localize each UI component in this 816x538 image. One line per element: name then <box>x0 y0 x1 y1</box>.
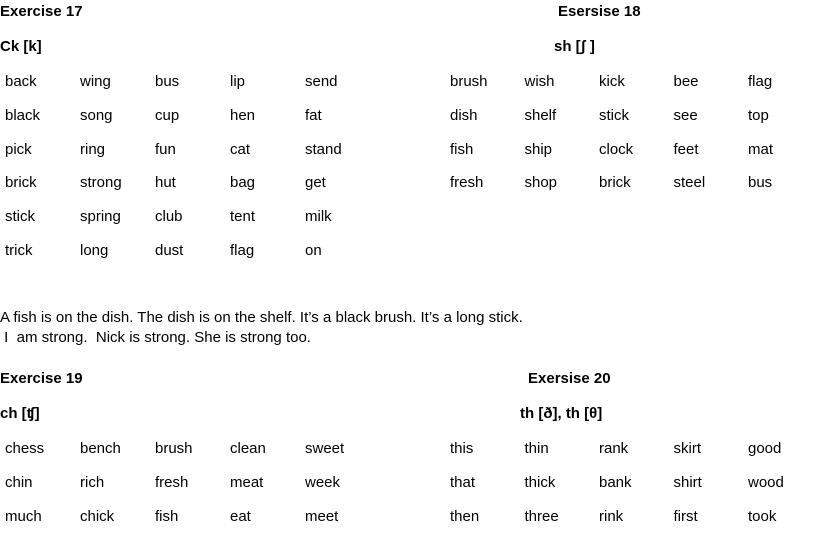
exercise-20-sound: th [ð], th [θ] <box>520 405 603 422</box>
practice-sentence-1: A fish is on the dish. The dish is on the shelf. It’s a black brush. It’s a long stick. <box>0 309 523 326</box>
ex17-word: bus <box>155 73 180 90</box>
ex20-word: three <box>524 507 559 525</box>
ex20-word: took <box>748 507 777 525</box>
ex18-word: brush <box>450 73 488 90</box>
ex19-word: week <box>305 473 341 491</box>
ex17-word: cup <box>155 106 180 124</box>
ex18-word: steel <box>673 174 706 192</box>
ex20-word: first <box>673 507 698 525</box>
ex20-word: good <box>748 440 782 457</box>
exercise-17-title: Exercise 17 <box>0 3 83 20</box>
ex17-word: fun <box>155 140 176 158</box>
ex19-word: chin <box>5 473 33 491</box>
ex20-word: thick <box>524 473 556 491</box>
ex17-word: bag <box>230 174 256 192</box>
ex18-word: feet <box>673 140 699 158</box>
exercise-20-title: Exersise 20 <box>528 370 611 387</box>
ex19-word: meat <box>230 473 264 491</box>
ex19-word: chess <box>5 440 45 457</box>
ex17-word: get <box>305 174 326 192</box>
ex17-word: stand <box>305 140 342 158</box>
ex17-word: hut <box>155 174 176 192</box>
ex18-word: top <box>748 106 769 124</box>
ex18-word: clock <box>599 140 634 158</box>
ex20-word: shirt <box>673 473 702 491</box>
ex18-word: wish <box>524 73 555 90</box>
ex17-word: stick <box>5 208 35 226</box>
ex20-word: skirt <box>673 440 701 457</box>
ex19-word: meet <box>305 507 339 525</box>
ex20-word: rink <box>599 507 624 525</box>
ex17-word: milk <box>305 208 332 226</box>
ex17-word: black <box>5 106 41 124</box>
ex17-word: spring <box>80 208 121 226</box>
ex17-word: wing <box>80 73 111 90</box>
ex18-word: stick <box>599 106 629 124</box>
exercise-19-sound: ch [ʧ] <box>0 405 40 422</box>
ex17-word: back <box>5 73 37 90</box>
ex18-word: shop <box>524 174 558 192</box>
ex18-word: brick <box>599 174 631 192</box>
ex17-word: brick <box>5 174 37 192</box>
exercise-19-title: Exercise 19 <box>0 370 83 387</box>
ex20-word: thin <box>524 440 549 457</box>
ex19-word: bench <box>80 440 121 457</box>
ex18-word: dish <box>450 106 478 124</box>
ex17-word: trick <box>5 242 33 259</box>
ex18-word: mat <box>748 140 774 158</box>
ex17-word: cat <box>230 140 251 158</box>
ex17-word: tent <box>230 208 256 226</box>
ex19-word: sweet <box>305 440 345 457</box>
ex18-word: bee <box>673 73 699 90</box>
ex18-word: fresh <box>450 174 484 192</box>
ex17-word: ring <box>80 140 106 158</box>
ex19-word: fish <box>155 507 179 525</box>
practice-sentence-2: I am strong. Nick is strong. She is strong too. <box>0 329 311 346</box>
exercise-18-title: Esersise 18 <box>558 3 641 20</box>
ex17-word: long <box>80 242 109 259</box>
ex17-word: club <box>155 208 183 226</box>
exercise-18-sound: sh [ʃ ] <box>554 38 595 55</box>
ex18-word: kick <box>599 73 625 90</box>
ex18-word: see <box>673 106 698 124</box>
ex17-word: on <box>305 242 322 259</box>
ex17-word: hen <box>230 106 256 124</box>
ex19-word: eat <box>230 507 251 525</box>
ex17-word: song <box>80 106 113 124</box>
ex18-word: fish <box>450 140 474 158</box>
ex20-word: that <box>450 473 476 491</box>
ex17-word: pick <box>5 140 32 158</box>
ex20-word: then <box>450 507 480 525</box>
ex20-word: this <box>450 440 474 457</box>
exercise-17-sound: Ck [k] <box>0 38 42 55</box>
ex17-word: fat <box>305 106 322 124</box>
ex17-word: flag <box>230 242 255 259</box>
ex17-word: strong <box>80 174 122 192</box>
ex18-word: shelf <box>524 106 557 124</box>
ex17-word: send <box>305 73 338 90</box>
ex18-word: bus <box>748 174 773 192</box>
ex18-word: flag <box>748 73 773 90</box>
ex19-word: rich <box>80 473 105 491</box>
ex19-word: much <box>5 507 42 525</box>
ex20-word: wood <box>748 473 784 491</box>
ex18-word: ship <box>524 140 553 158</box>
ex17-word: lip <box>230 73 246 90</box>
ex20-word: rank <box>599 440 629 457</box>
ex19-word: fresh <box>155 473 189 491</box>
ex19-word: chick <box>80 507 115 525</box>
ex20-word: bank <box>599 473 632 491</box>
ex19-word: clean <box>230 440 266 457</box>
ex19-word: brush <box>155 440 193 457</box>
ex17-word: dust <box>155 242 184 259</box>
